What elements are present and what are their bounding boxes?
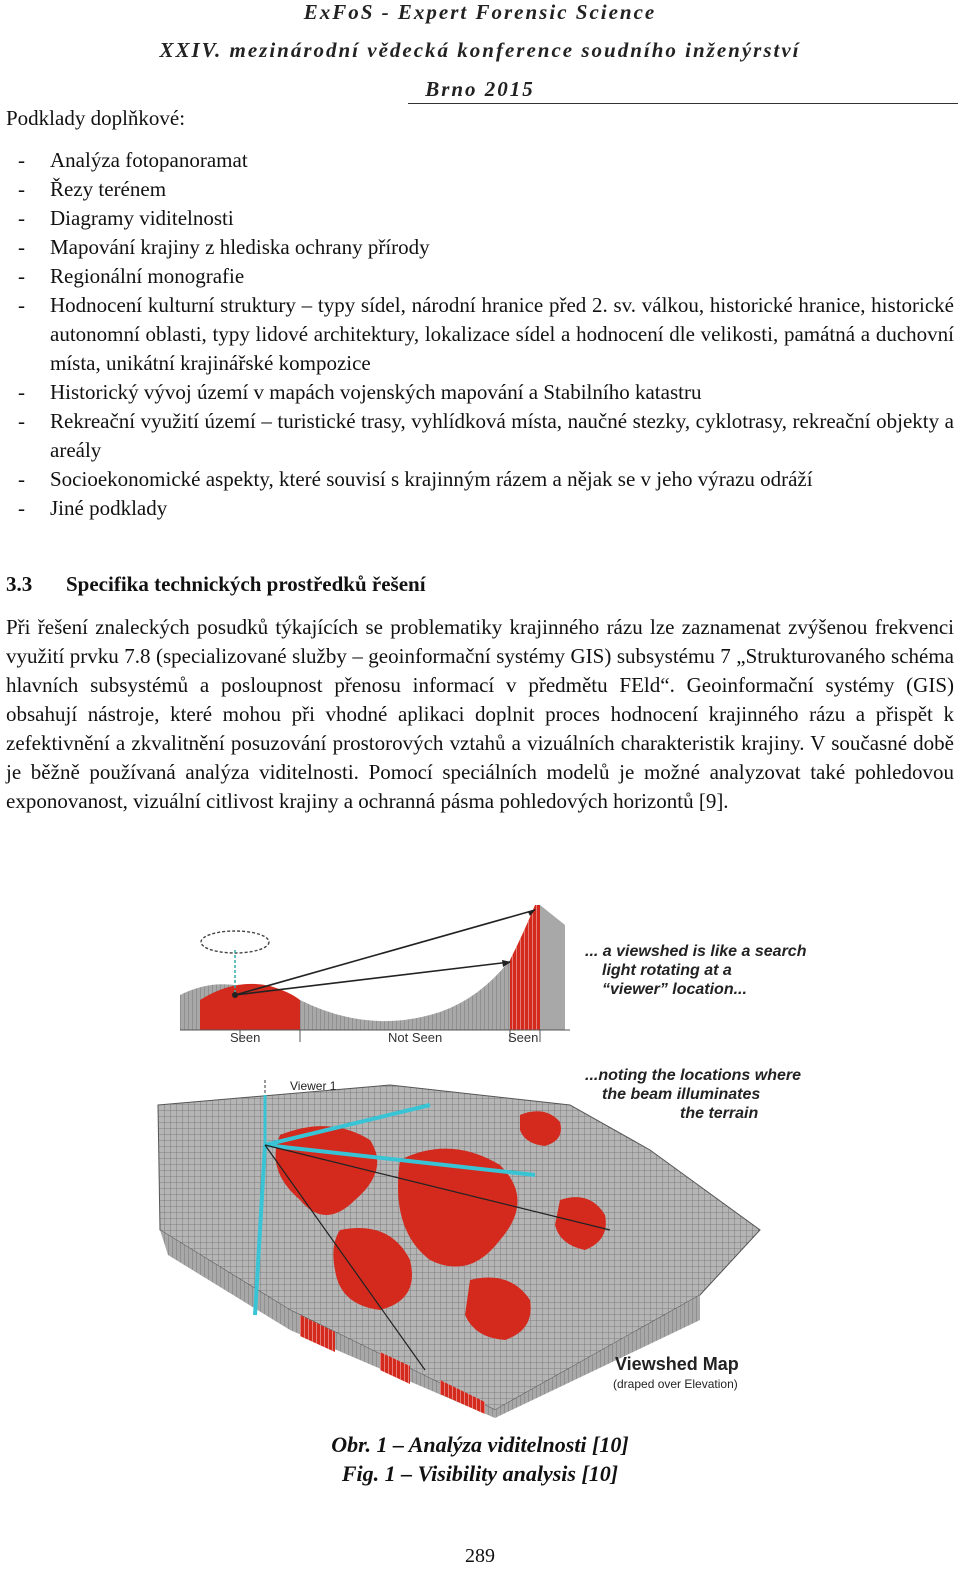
list-item: - Historický vývoj území v mapách vojenských mapování a Stabilního katastru	[18, 380, 702, 404]
sight-line-lower	[235, 962, 510, 995]
list-item: - Diagramy viditelnosti	[18, 206, 234, 230]
supplementary-list	[18, 146, 954, 523]
section-heading	[6, 572, 426, 597]
map-title: Viewshed Map	[615, 1354, 739, 1374]
figure-caption-cz: Obr. 1 – Analýza viditelnosti [10]	[331, 1432, 629, 1457]
header-conference-subtitle: XXIV. mezinárodní vědecká konference soudního inženýrství	[159, 38, 801, 62]
list-item: - Rekreační využití území – turistické trasy, vyhlídková místa, naučné stezky, cyklotrasy, rekreační objekty a areály	[18, 409, 954, 462]
map-subtitle: (draped over Elevation)	[613, 1377, 738, 1391]
note-illuminates-1: ...noting the locations where	[585, 1067, 802, 1084]
header-rule	[408, 103, 958, 104]
page-number: 289	[465, 1545, 495, 1567]
note-illuminates-3: the terrain	[680, 1105, 759, 1122]
profile-not-seen	[300, 960, 510, 1030]
note-search-light-2: light rotating at a	[602, 962, 732, 979]
list-item: - Řezy terénem	[18, 177, 167, 201]
list-item: - Jiné podklady	[18, 496, 168, 520]
section-heading-number: 3.3	[6, 572, 33, 596]
header-location-year: Brno 2015	[425, 77, 535, 101]
list-item: - Hodnocení kulturní struktury – typy sídel, národní hranice před 2. sv. válkou, historické hranice, historické autonomní oblasti, typy lidové architektury, lokalizace sídel a hodnocení dle velikosti, památná a duchovní místa, unikátní krajinářské kompozice	[18, 293, 954, 375]
note-search-light-3: “viewer” location...	[602, 981, 747, 998]
profile-terrain-right	[540, 905, 565, 1030]
rotation-ellipse	[201, 931, 269, 953]
figure-caption-en: Fig. 1 – Visibility analysis [10]	[341, 1461, 619, 1486]
header-conference-name: ExFoS - Expert Forensic Science	[303, 0, 657, 24]
page-header	[0, 0, 960, 104]
list-item: - Socioekonomické aspekty, které souvisí s krajinným rázem a nějak se v jeho výrazu odráží	[18, 467, 813, 491]
profile-seen-right	[510, 905, 540, 1030]
viewshed-illustration	[140, 900, 820, 1420]
list-item: - Regionální monografie	[18, 264, 245, 288]
list-item: - Mapování krajiny z hlediska ochrany přírody	[18, 235, 430, 259]
section-title: Podklady doplňkové:	[6, 106, 186, 130]
note-illuminates-2: the beam illuminates	[602, 1086, 761, 1103]
body-paragraph: Při řešení znaleckých posudků týkajících se problematiky krajinného rázu lze zaznamenat zvýšenou frekvenci využití prvku 7.8 (specializované služby – geoinformační systémy GIS) subsystému 7 „Strukturovaného schéma hlavních subsystémů a posloupnost přenosu informací v předmětu FEld“. Geoinformační systémy (GIS) obsahují nástroje, které mohou při vhodné aplikaci doplnit proces hodnocení krajinného rázu a přispět k zefektivnění a zkvalitnění posuzování prostorových vztahů a vizuálních charakteristik krajiny. V současné době je běžně používaná analýza viditelnosti. Pomocí speciálních modelů je možné analyzovat také pohledovou exponovanost, vizuální citlivost krajiny a ochranná pásma pohledových horizontů [9].	[6, 615, 954, 813]
note-search-light-1: ... a viewshed is like a search	[585, 943, 807, 960]
label-seen-left: Seen	[230, 1030, 261, 1045]
list-item: - Analýza fotopanoramat	[18, 148, 248, 172]
label-not-seen: Not Seen	[388, 1030, 443, 1045]
section-heading-text: Specifika technických prostředků řešení	[66, 572, 426, 596]
viewshed-figure	[140, 900, 820, 1420]
label-seen-right: Seen	[508, 1030, 539, 1045]
viewer-label: Viewer 1	[290, 1079, 337, 1093]
terrain-profile	[180, 905, 570, 1045]
